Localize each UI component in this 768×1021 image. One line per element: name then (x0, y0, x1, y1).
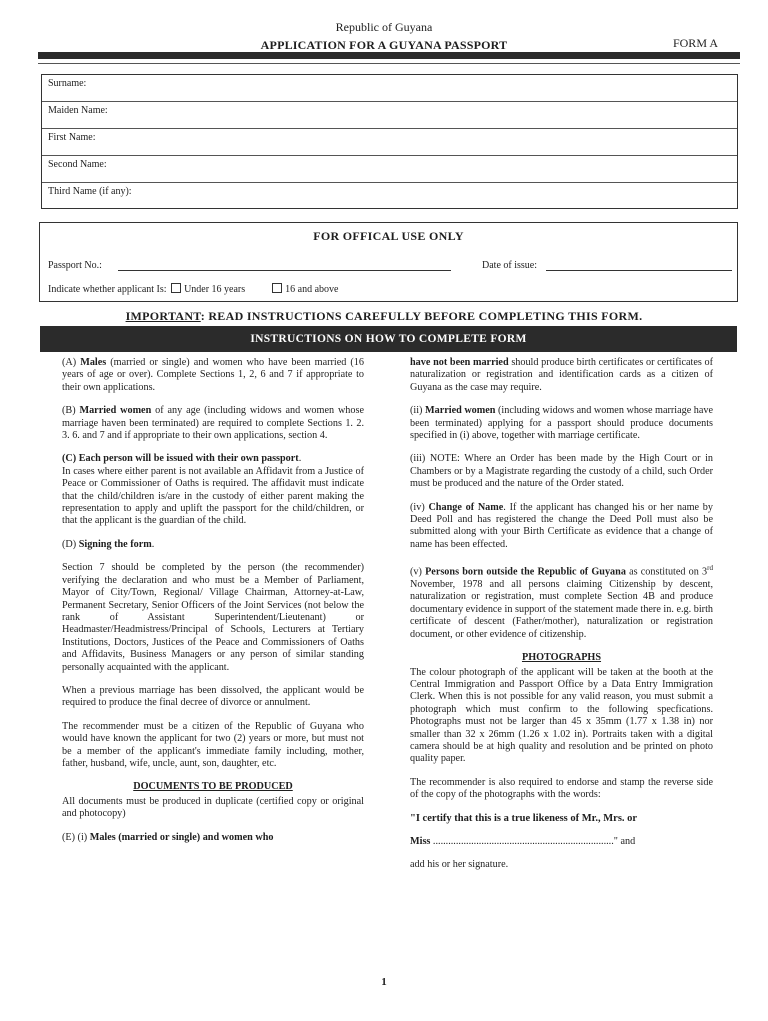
documents-heading: DOCUMENTS TO BE PRODUCED (133, 781, 293, 793)
under-16-checkbox[interactable] (171, 283, 181, 293)
instructions-right-column (410, 357, 713, 883)
signature-text: add his or her signature. (410, 859, 509, 871)
surname-field[interactable] (42, 75, 737, 102)
instruction-e-ii: (ii) Married women (including widows and women whose marriage have been terminated) applying for a passport should produce documents specified in (i) above, together with marriage certificate. (410, 405, 714, 442)
instructions-title: INSTRUCTIONS ON HOW TO COMPLETE FORM (40, 326, 737, 352)
instruction-a: (A) Males (married or single) and women who have been married (16 years of age or over). Complete Sections 1, 2, 6 and 7 if appropriate to their own applications. (62, 357, 364, 393)
above-16-checkbox[interactable] (272, 283, 282, 293)
instruction-e: (E) (i) Males (married or single) and women who (62, 831, 274, 843)
under-16-label: Under 16 years (184, 284, 246, 295)
page-number: 1 (381, 976, 387, 988)
instruction-e-v: (v) Persons born outside the Republic of Guyana as constituted on 3rd November, 1978 and all persons claiming Citizenship by descent, naturalization or registration, must complete Section 4B and produce documentary evidence in support of the statement made there in. e.g. birth certificate of descent (Father/mother), naturalization or registration document, or other evidence of citizenship. (410, 564, 713, 640)
official-line-1 (48, 260, 729, 274)
header-rule-thin (38, 63, 740, 64)
first-name-field[interactable] (42, 129, 737, 156)
instruction-d-heading: (D) Signing the form. (62, 538, 155, 550)
instruction-e-iv: (iv) Change of Name. If the applicant has changed his or her name by Deed Poll and has registered the change the Deed Poll must also be submitted along with your Birth Certificate as evidence that a change of name has been effected. (410, 501, 713, 550)
official-use-box (39, 222, 738, 302)
official-line-2 (48, 283, 338, 295)
date-of-issue-field[interactable] (546, 270, 732, 271)
third-name-field[interactable] (42, 183, 737, 210)
photographs-text: The colour photograph of the applicant will be taken at the booth at the Central Immigration and Passport Office by a Data Entry Immigration Clerk. When this is not possible for any valid reason, you must submit a photograph which must confirm to the following specfications. Photographs must not be larger than 45 x 35mm (1.77 x 1.38 in) nor smaller than 32 x 26mm (1.26 x 1.02 in). Portraits taken with a digital camera should be at high quality and resolution and be printed on photo quality paper. (410, 666, 713, 765)
name-fields-box (41, 74, 738, 209)
above-16-label: 16 and above (285, 284, 339, 295)
dissolved-marriage-note: When a previous marriage has been dissolved, the applicant would be required to produce the final decree of divorce or annulment. (62, 684, 364, 709)
date-of-issue-label: Date of issue: (482, 260, 537, 271)
important-label: IMPORTANT (125, 309, 201, 323)
second-name-field[interactable] (42, 156, 737, 183)
maiden-name-label: Maiden Name: (48, 105, 108, 116)
third-name-label: Third Name (if any): (48, 186, 132, 197)
passport-no-label: Passport No.: (48, 260, 102, 271)
indicate-label: Indicate whether applicant Is: (48, 284, 167, 295)
documents-text: All documents must be produced in duplicate (certified copy or original and photocopy) (62, 795, 364, 820)
important-notice (0, 309, 768, 324)
certify-line-2: Miss ......................................................................." and (410, 835, 636, 847)
republic-label: Republic of Guyana (335, 20, 433, 34)
form-title: APPLICATION FOR A GUYANA PASSPORT (260, 38, 508, 52)
photographs-heading: PHOTOGRAPHS (521, 652, 602, 664)
surname-label: Surname: (48, 78, 87, 89)
official-use-title: FOR OFFICAL USE ONLY (313, 229, 464, 243)
instruction-b: (B) Married women of any age (including widows and women whose marriage haven been terminated) are required to complete Sections 1. 2. 3. 6. and 7 and if appropriate to their own applications, section 4. (62, 405, 364, 442)
instructions-left-column (62, 357, 364, 855)
first-name-label: First Name: (48, 132, 96, 143)
instruction-d: Section 7 should be completed by the person (the recommender) verifying the declaration and who must be a Member of Parliament, Mayor of City/Town, Regional/ Village Chairman, Attorney-at-Law, Permanent Secretary, Senior Officers of the Joint Services (not below the rank of Assistant Superintendent/Lieutenant) or Headmaster/Headmistress/Principal of Schools, Lecturers at Tertiary Institutions, Doctors, Justices of the Peace and Commissioners of Oaths and Affidavits, Business Managers or any person of similar standing personally acquainted with the applicant. (62, 562, 364, 673)
second-name-label: Second Name: (48, 159, 107, 170)
maiden-name-field[interactable] (42, 102, 737, 129)
recommender-note: The recommender must be a citizen of the Republic of Guyana who would have known the applicant for two (2) years or more, but must not be a member of the applicant's immediate family including, mother, father, husband, wife, uncle, aunt, son, daughter, etc. (62, 720, 364, 769)
instruction-c: (C) Each person will be issued with their own passport. In cases where either parent is not available an Affidavit from a Justice of Peace or Commissioner of Oaths is required. The affidavit must indicate that the child/children is/are in the custody of either parent making the representation to apply and uplift the passport for the child/children, or that the applicant is the guardian of the child. (62, 453, 364, 527)
passport-no-field[interactable] (118, 270, 451, 271)
certify-line-1: "I certify that this is a true likeness of Mr., Mrs. or (410, 812, 638, 824)
header-rule-thick (38, 52, 740, 59)
document-header (0, 20, 768, 53)
endorse-text: The recommender is also required to endorse and stamp the reverse side of the copy of the photographs with the words: (410, 776, 713, 801)
form-id: FORM A (672, 36, 718, 50)
important-text: : READ INSTRUCTIONS CAREFULLY BEFORE COMPLETING THIS FORM. (200, 309, 643, 323)
instruction-e-iii: (iii) NOTE: Where an Order has been made by the High Court or in Chambers or by a Magistrate regarding the custody of a child, such Order must be produced and the nature of the Order stated. (410, 453, 713, 490)
instruction-e-continued: have not been married should produce birth certificates or certificates of naturalization or registration and identification cards as a citizen of Guyana as the case may require. (410, 357, 714, 393)
